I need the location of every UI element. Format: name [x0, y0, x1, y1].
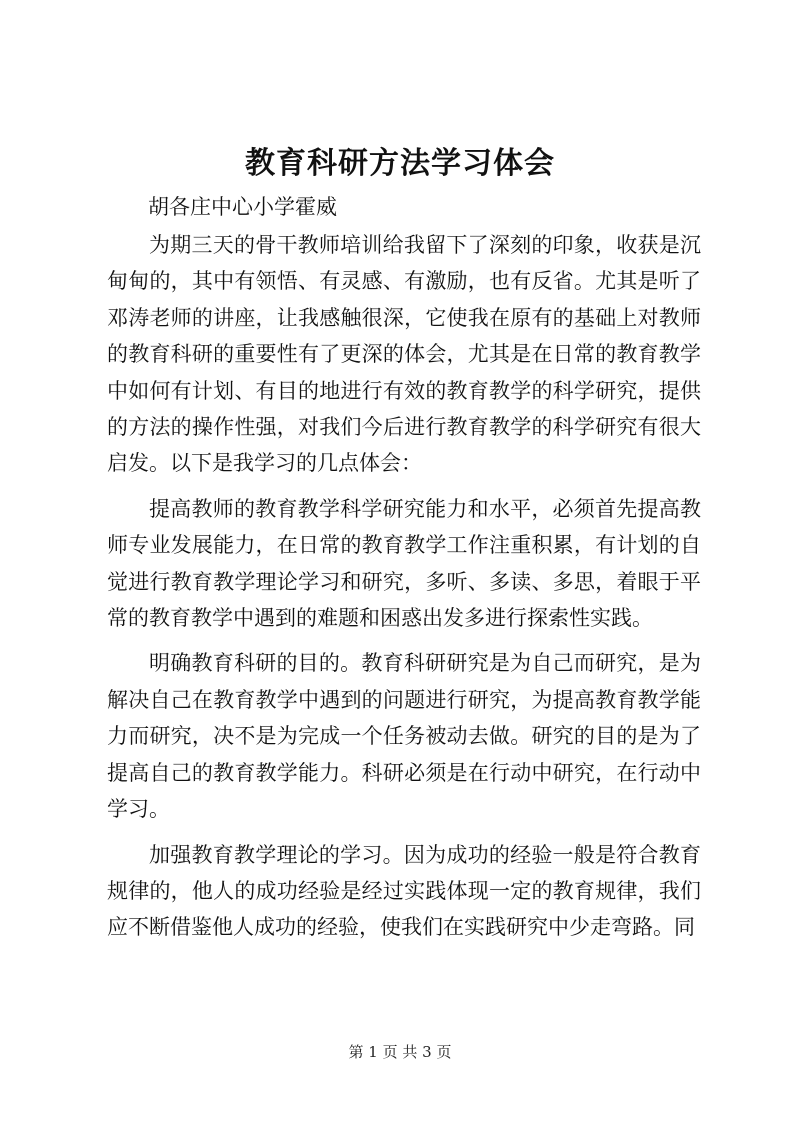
paragraph-4: 加强教育教学理论的学习。因为成功的经验一般是符合教育规律的，他人的成功经验是经过实践体现一定的教育规律，我们应不断借鉴他人成功的经验，使我们在实践研究中少走弯路。同	[107, 842, 701, 940]
document-author: 胡各庄中心小学霍威	[148, 195, 337, 219]
document-title: 教育科研方法学习体会	[245, 146, 555, 181]
document-body	[107, 227, 701, 955]
page-footer: 第 1 页 共 3 页	[348, 1043, 452, 1061]
paragraph-2: 提高教师的教育教学科学研究能力和水平，必须首先提高教师专业发展能力，在日常的教育教学工作注重积累，有计划的自觉进行教育教学理论学习和研究，多听、多读、多思，着眼于平常的教育教学中遇到的难题和困惑出发多进行探索性实践。	[107, 496, 701, 631]
paragraph-1: 为期三天的骨干教师培训给我留下了深刻的印象，收获是沉甸甸的，其中有领悟、有灵感、有激励，也有反省。尤其是听了邓涛老师的讲座，让我感触很深，它使我在原有的基础上对教师的教育科研的重要性有了更深的体会，尤其是在日常的教育教学中如何有计划、有目的地进行有效的教育教学的科学研究，提供的方法的操作性强，对我们今后进行教育教学的科学研究有很大启发。以下是我学习的几点体会：	[107, 233, 701, 476]
paragraph-3: 明确教育科研的目的。教育科研研究是为自己而研究，是为解决自己在教育教学中遇到的问题进行研究，为提高教育教学能力而研究，决不是为完成一个任务被动去做。研究的目的是为了提高自己的教育教学能力。科研必须是在行动中研究，在行动中学习。	[107, 651, 701, 822]
